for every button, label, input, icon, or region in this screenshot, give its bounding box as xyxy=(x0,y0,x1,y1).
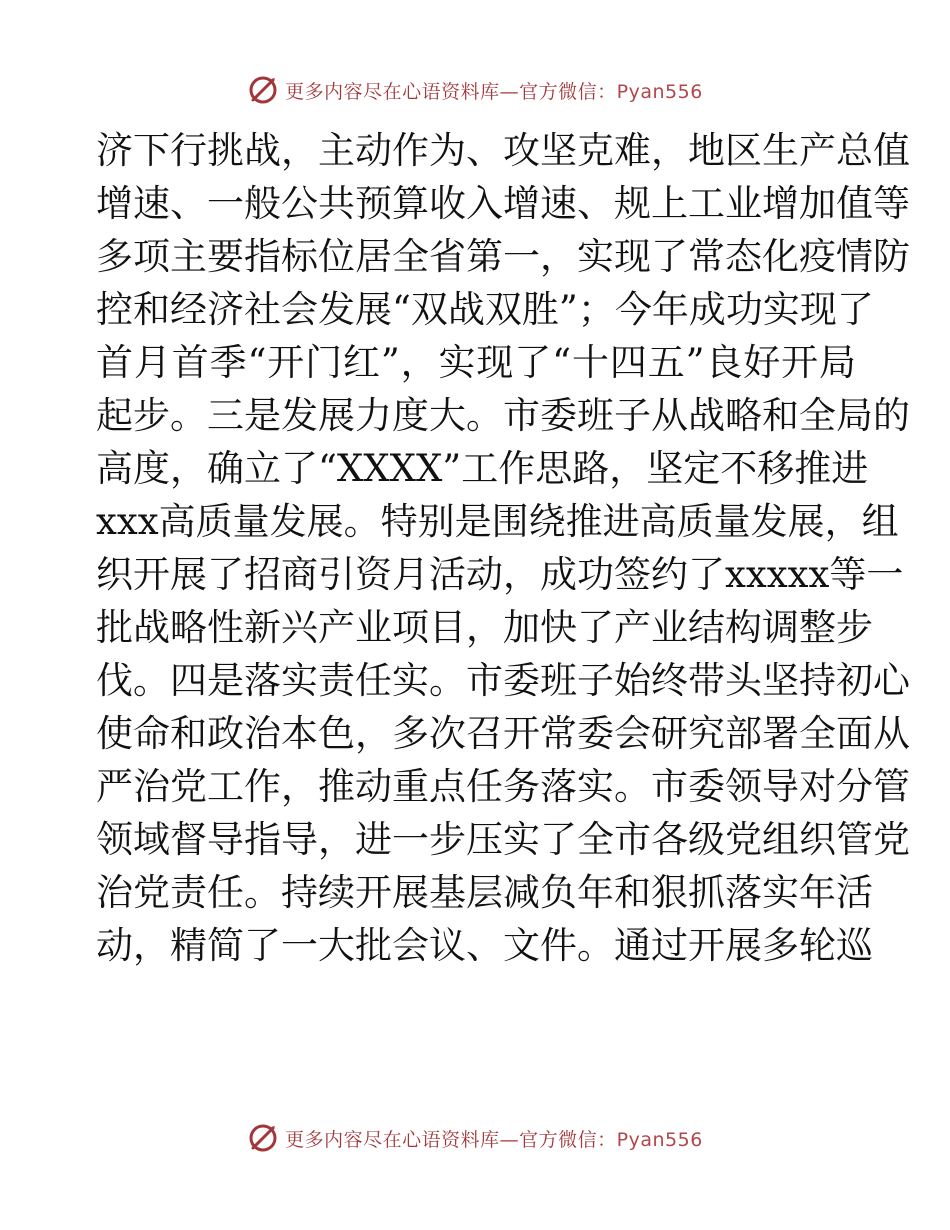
body-line: 增速、一般公共预算收入增速、规上工业增加值等 xyxy=(96,182,910,225)
body-line: 批战略性新兴产业项目，加快了产业结构调整步 xyxy=(96,606,873,649)
body-line: 多项主要指标位居全省第一，实现了常态化疫情防 xyxy=(96,235,910,278)
body-line: 高度，确立了“XXXX”工作思路，坚定不移推进 xyxy=(96,447,869,490)
body-line: 治党责任。持续开展基层减负年和狠抓落实年活 xyxy=(96,871,873,914)
banner-text: 更多内容尽在心语资料库—官方微信：Pyan556 xyxy=(285,1128,703,1151)
body-line: 控和经济社会发展“双战双胜”；今年成功实现了 xyxy=(96,288,874,331)
body-line: 首月首季“开门红”，实现了“十四五”良好开局 xyxy=(96,341,856,384)
document-body xyxy=(96,124,910,972)
body-line: 使命和政治本色，多次召开常委会研究部署全面从 xyxy=(96,712,910,755)
banner-text: 更多内容尽在心语资料库—官方微信：Pyan556 xyxy=(285,80,703,103)
pen-logo-icon xyxy=(247,74,279,106)
footer-banner xyxy=(0,1118,950,1158)
body-line: 起步。三是发展力度大。市委班子从战略和全局的 xyxy=(96,394,910,437)
body-line: 济下行挑战，主动作为、攻坚克难，地区生产总值 xyxy=(96,129,910,172)
body-line: 领域督导指导，进一步压实了全市各级党组织管党 xyxy=(96,818,910,861)
body-line: 动，精简了一大批会议、文件。通过开展多轮巡 xyxy=(96,924,873,967)
body-line: 织开展了招商引资月活动，成功签约了xxxxx等一 xyxy=(96,553,904,596)
header-banner xyxy=(0,70,950,110)
body-line: 伐。四是落实责任实。市委班子始终带头坚持初心 xyxy=(96,659,910,702)
body-line: xxx高质量发展。特别是围绕推进高质量发展，组 xyxy=(96,500,899,543)
body-line: 严治党工作，推动重点任务落实。市委领导对分管 xyxy=(96,765,910,808)
pen-logo-icon xyxy=(247,1122,279,1154)
